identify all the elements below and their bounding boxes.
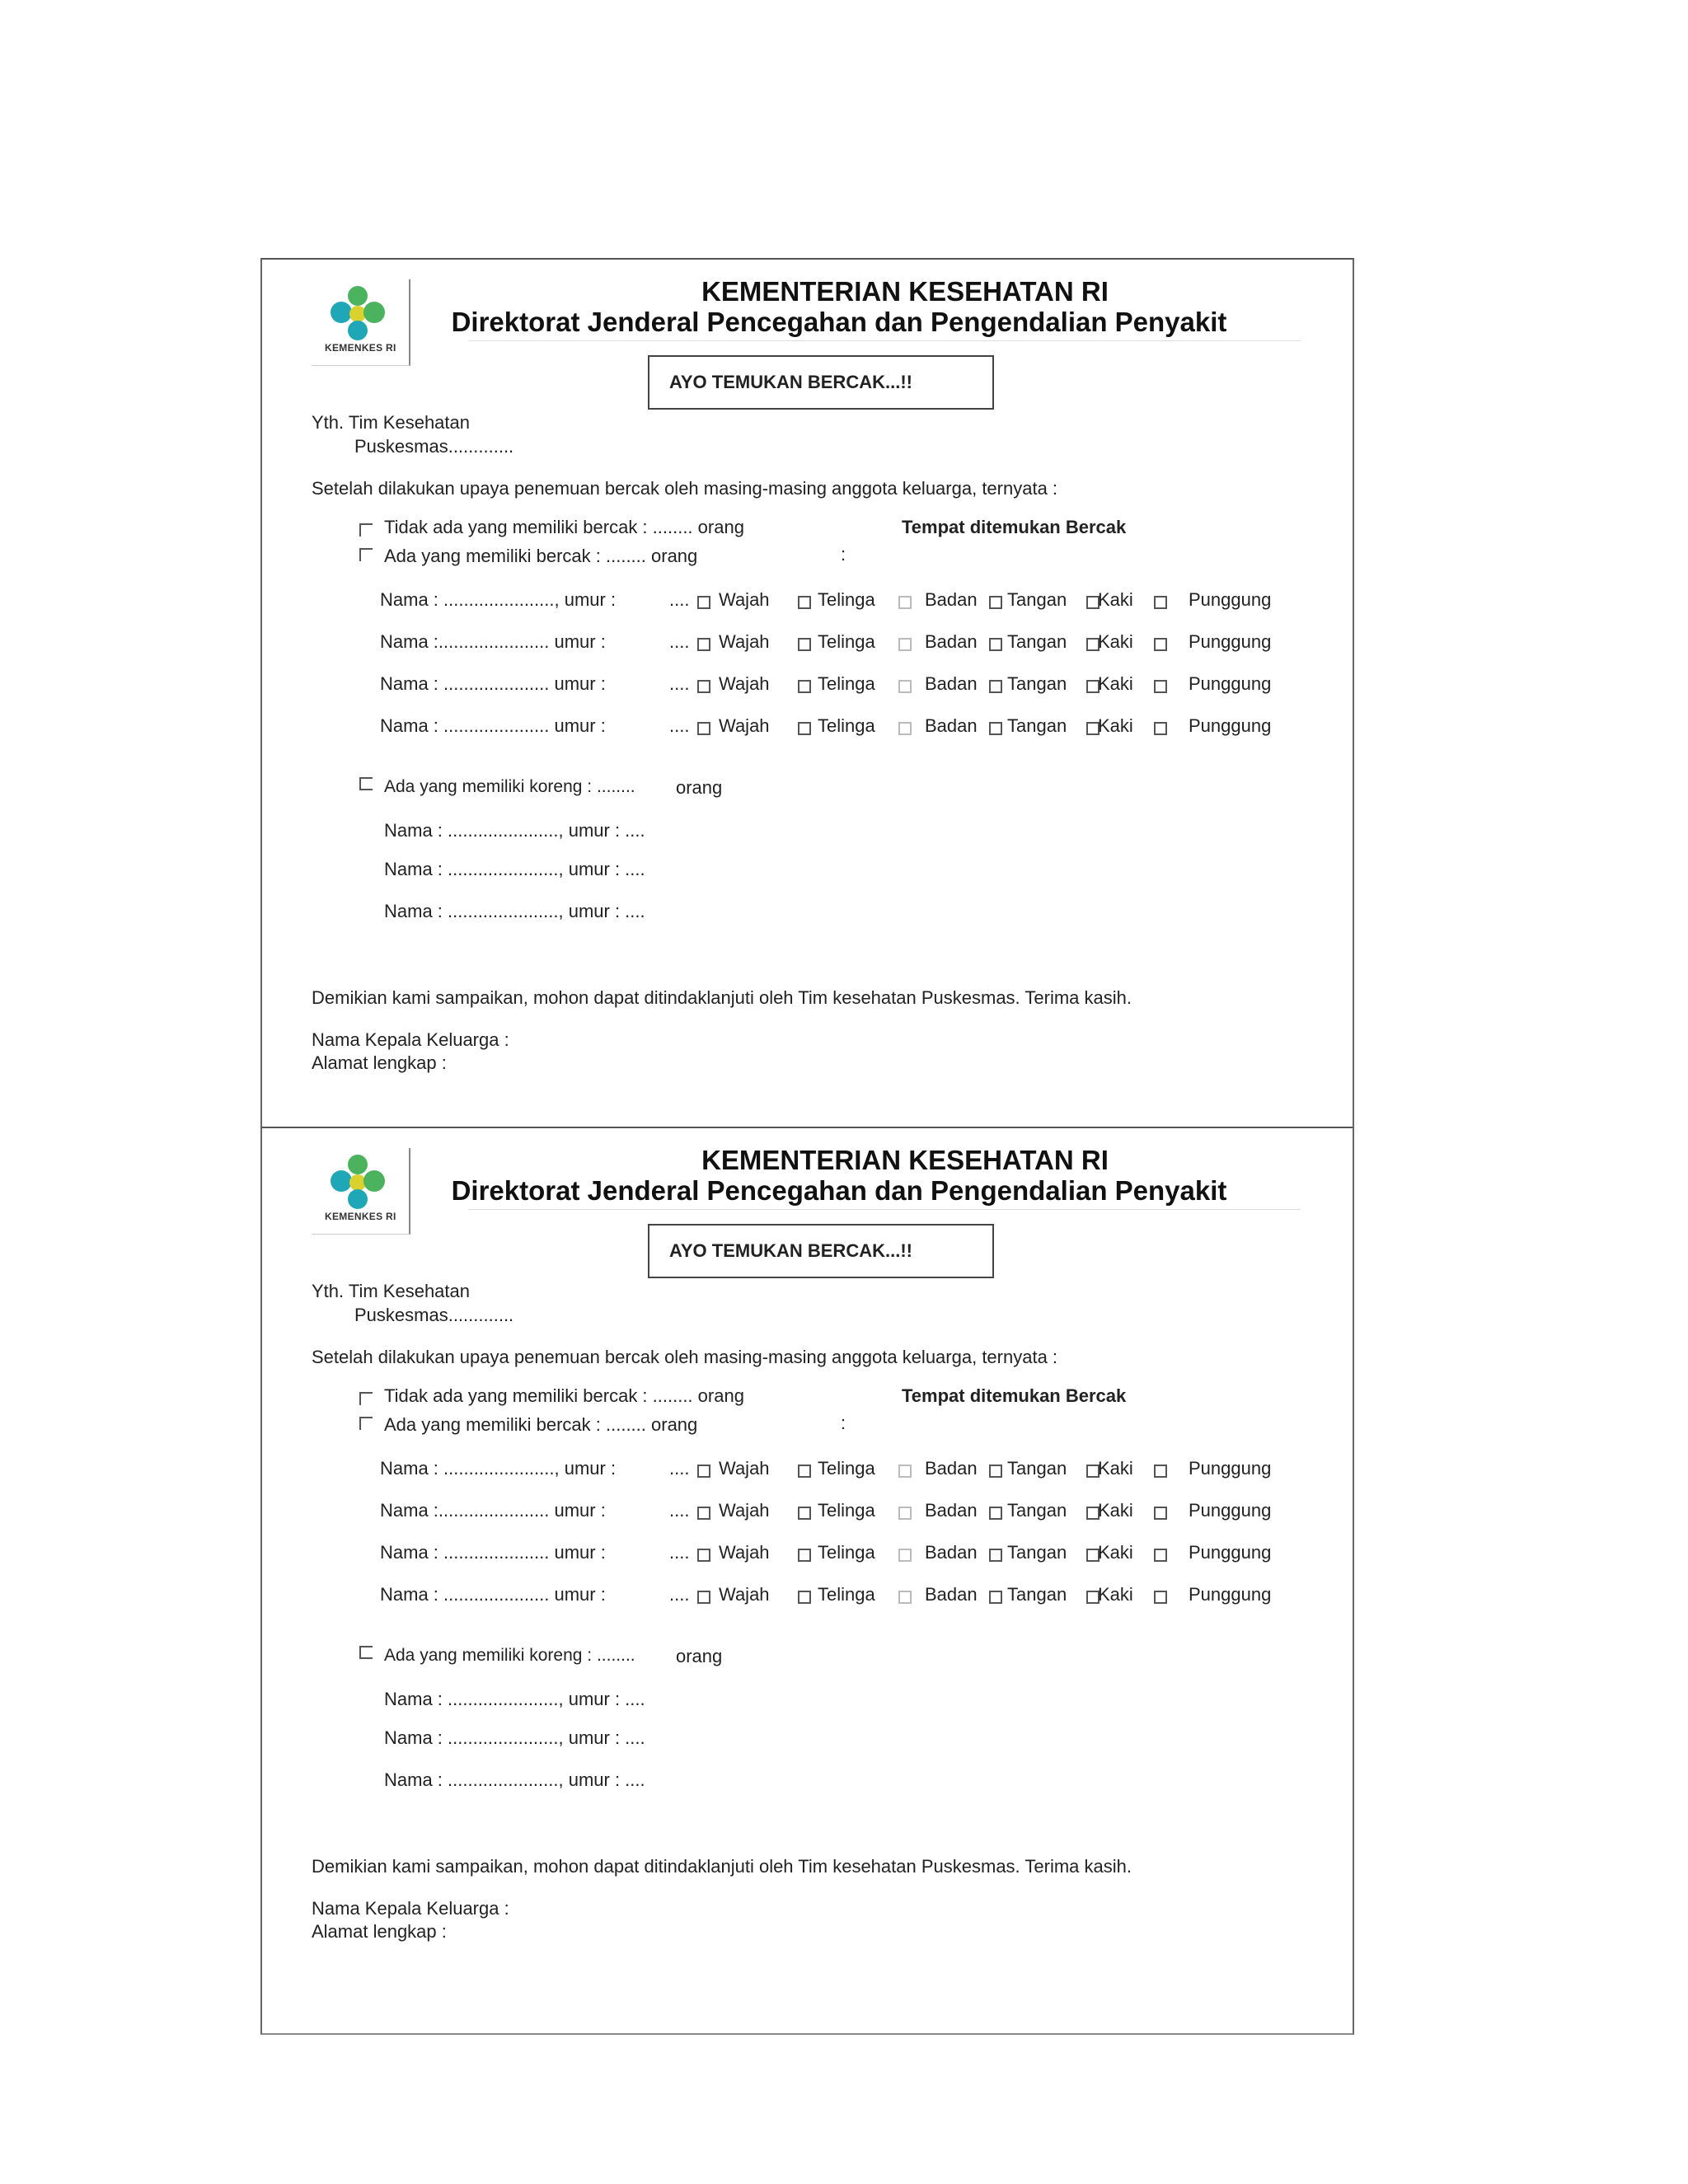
location-label: Wajah: [719, 715, 770, 736]
location-label: Tangan: [1007, 589, 1067, 610]
logo-text: KEMENKES RI: [325, 1211, 396, 1222]
ministry-title: KEMENTERIAN KESEHATAN RI: [701, 1145, 1109, 1175]
colon-mark: :: [841, 1413, 846, 1433]
koreng-unit: orang: [676, 1646, 723, 1666]
location-label: Punggung: [1189, 673, 1272, 694]
kepala-keluarga-field: Nama Kepala Keluarga :: [312, 1029, 509, 1050]
location-label: Wajah: [719, 589, 770, 610]
closing-text: Demikian kami sampaikan, mohon dapat ditindaklanjuti oleh Tim kesehatan Puskesmas. Terima kasih.: [312, 1856, 1132, 1877]
campaign-headline: AYO TEMUKAN BERCAK...!!: [648, 1224, 994, 1278]
bercak-row-name: Nama : ......................, umur :: [380, 589, 617, 610]
bercak-row-name: Nama : ..................... umur :: [380, 1542, 606, 1563]
form-sheet-1: [260, 258, 1354, 1128]
location-checkbox[interactable]: [989, 680, 1002, 693]
koreng-row: Nama : ......................, umur : ....: [384, 1689, 645, 1709]
location-checkbox[interactable]: [697, 1549, 710, 1562]
location-label: Punggung: [1189, 631, 1272, 652]
location-label: Tangan: [1007, 673, 1067, 694]
location-checkbox[interactable]: [798, 680, 811, 693]
alamat-field: Alamat lengkap :: [312, 1921, 447, 1942]
form-sheet-2: [260, 1127, 1354, 2035]
location-checkbox[interactable]: [1154, 638, 1167, 651]
location-checkbox[interactable]: [898, 722, 912, 735]
location-label: Wajah: [719, 1500, 770, 1521]
location-checkbox[interactable]: [697, 1591, 710, 1604]
location-label: Telinga: [818, 1458, 875, 1479]
location-checkbox[interactable]: [989, 596, 1002, 609]
bercak-row-age-dots: ....: [669, 1458, 690, 1479]
location-checkbox[interactable]: [989, 1591, 1002, 1604]
bercak-row-age-dots: ....: [669, 1542, 690, 1563]
bercak-row-age-dots: ....: [669, 589, 690, 610]
bercak-row-name: Nama : ..................... umur :: [380, 1584, 606, 1605]
location-label: Telinga: [818, 1584, 875, 1605]
location-checkbox[interactable]: [798, 1465, 811, 1478]
location-checkbox[interactable]: [798, 1549, 811, 1562]
location-label: Badan: [925, 1584, 978, 1605]
closing-text: Demikian kami sampaikan, mohon dapat ditindaklanjuti oleh Tim kesehatan Puskesmas. Terima kasih.: [312, 987, 1132, 1008]
logo-text: KEMENKES RI: [325, 342, 396, 354]
location-label: Badan: [925, 589, 978, 610]
location-checkbox[interactable]: [697, 596, 710, 609]
bercak-label: Ada yang memiliki bercak : ........ orang: [384, 1414, 698, 1435]
location-checkbox[interactable]: [1154, 1549, 1167, 1562]
location-checkbox[interactable]: [1154, 1591, 1167, 1604]
location-label: Wajah: [719, 1584, 770, 1605]
location-checkbox[interactable]: [989, 1507, 1002, 1520]
location-checkbox[interactable]: [898, 1591, 912, 1604]
alamat-field: Alamat lengkap :: [312, 1052, 447, 1073]
location-checkbox[interactable]: [697, 1507, 710, 1520]
location-checkbox[interactable]: [798, 1591, 811, 1604]
location-label: Wajah: [719, 631, 770, 652]
bercak-row-name: Nama : ..................... umur :: [380, 673, 606, 694]
location-checkbox[interactable]: [798, 722, 811, 735]
directorate-subtitle: Direktorat Jenderal Pencegahan dan Pengendalian Penyakit: [451, 1175, 1227, 1206]
location-checkbox[interactable]: [898, 1507, 912, 1520]
location-label: Badan: [925, 631, 978, 652]
koreng-row: Nama : ......................, umur : ....: [384, 901, 645, 921]
location-label: Tangan: [1007, 715, 1067, 736]
location-label: Wajah: [719, 673, 770, 694]
koreng-checkbox[interactable]: [359, 777, 373, 790]
location-label: Badan: [925, 1500, 978, 1521]
location-label: Telinga: [818, 631, 875, 652]
koreng-row: Nama : ......................, umur : ....: [384, 1727, 645, 1748]
location-checkbox[interactable]: [1154, 1465, 1167, 1478]
location-checkbox[interactable]: [1154, 1507, 1167, 1520]
colon-mark: :: [841, 544, 846, 565]
location-label: Punggung: [1189, 1542, 1272, 1563]
location-label: Tangan: [1007, 1584, 1067, 1605]
header-divider: [468, 1209, 1301, 1210]
bercak-row-age-dots: ....: [669, 1500, 690, 1521]
location-checkbox[interactable]: [1154, 680, 1167, 693]
header-divider: [468, 340, 1301, 341]
location-checkbox[interactable]: [989, 1549, 1002, 1562]
kepala-keluarga-field: Nama Kepala Keluarga :: [312, 1898, 509, 1919]
addressee-line: Yth. Tim Kesehatan: [312, 1281, 470, 1301]
location-checkbox[interactable]: [697, 1465, 710, 1478]
location-label: Kaki: [1098, 1542, 1133, 1563]
location-checkbox[interactable]: [898, 596, 912, 609]
location-label: Kaki: [1098, 589, 1133, 610]
location-checkbox[interactable]: [898, 1549, 912, 1562]
location-checkbox[interactable]: [898, 680, 912, 693]
puskesmas-line: Puskesmas.............: [354, 436, 514, 457]
ministry-title: KEMENTERIAN KESEHATAN RI: [701, 276, 1109, 307]
location-label: Badan: [925, 715, 978, 736]
bercak-checkbox[interactable]: [359, 548, 373, 561]
location-label: Tangan: [1007, 1542, 1067, 1563]
koreng-row: Nama : ......................, umur : ....: [384, 859, 645, 879]
location-checkbox[interactable]: [1154, 722, 1167, 735]
location-checkbox[interactable]: [697, 638, 710, 651]
location-label: Tangan: [1007, 1500, 1067, 1521]
no-bercak-checkbox[interactable]: [359, 1392, 373, 1405]
intro-text: Setelah dilakukan upaya penemuan bercak oleh masing-masing anggota keluarga, ternyata :: [312, 1347, 1058, 1367]
koreng-row: Nama : ......................, umur : ....: [384, 1769, 645, 1790]
location-label: Punggung: [1189, 589, 1272, 610]
koreng-checkbox[interactable]: [359, 1646, 373, 1659]
addressee-line: Yth. Tim Kesehatan: [312, 412, 470, 433]
location-checkbox[interactable]: [798, 1507, 811, 1520]
directorate-subtitle: Direktorat Jenderal Pencegahan dan Pengendalian Penyakit: [451, 307, 1227, 337]
bercak-row-name: Nama :...................... umur :: [380, 631, 606, 652]
bercak-row-age-dots: ....: [669, 631, 690, 652]
location-checkbox[interactable]: [898, 1465, 912, 1478]
koreng-row: Nama : ......................, umur : ....: [384, 820, 645, 841]
location-label: Wajah: [719, 1458, 770, 1479]
location-checkbox[interactable]: [798, 596, 811, 609]
no-bercak-checkbox[interactable]: [359, 523, 373, 537]
location-label: Tangan: [1007, 1458, 1067, 1479]
koreng-unit: orang: [676, 777, 723, 798]
location-label: Punggung: [1189, 1584, 1272, 1605]
no-bercak-label: Tidak ada yang memiliki bercak : ........ orang: [384, 517, 744, 537]
location-checkbox[interactable]: [1154, 596, 1167, 609]
location-label: Kaki: [1098, 1500, 1133, 1521]
location-label: Badan: [925, 673, 978, 694]
location-checkbox[interactable]: [697, 722, 710, 735]
location-label: Kaki: [1098, 715, 1133, 736]
location-header: Tempat ditemukan Bercak: [902, 517, 1127, 537]
bercak-checkbox[interactable]: [359, 1417, 373, 1430]
bercak-row-age-dots: ....: [669, 673, 690, 694]
location-checkbox[interactable]: [989, 1465, 1002, 1478]
location-label: Kaki: [1098, 673, 1133, 694]
location-checkbox[interactable]: [989, 722, 1002, 735]
location-label: Punggung: [1189, 1500, 1272, 1521]
location-label: Badan: [925, 1458, 978, 1479]
location-checkbox[interactable]: [898, 638, 912, 651]
location-label: Kaki: [1098, 1584, 1133, 1605]
location-label: Kaki: [1098, 631, 1133, 652]
location-label: Kaki: [1098, 1458, 1133, 1479]
location-label: Telinga: [818, 715, 875, 736]
bercak-row-age-dots: ....: [669, 1584, 690, 1605]
location-label: Telinga: [818, 1500, 875, 1521]
location-label: Wajah: [719, 1542, 770, 1563]
koreng-label: Ada yang memiliki koreng : ........: [384, 777, 635, 796]
bercak-row-name: Nama : ......................, umur :: [380, 1458, 617, 1479]
intro-text: Setelah dilakukan upaya penemuan bercak oleh masing-masing anggota keluarga, ternyata :: [312, 478, 1058, 499]
bercak-row-name: Nama : ..................... umur :: [380, 715, 606, 736]
location-label: Badan: [925, 1542, 978, 1563]
bercak-row-age-dots: ....: [669, 715, 690, 736]
location-checkbox[interactable]: [798, 638, 811, 651]
location-checkbox[interactable]: [989, 638, 1002, 651]
location-label: Telinga: [818, 673, 875, 694]
no-bercak-label: Tidak ada yang memiliki bercak : ........ orang: [384, 1385, 744, 1406]
puskesmas-line: Puskesmas.............: [354, 1305, 514, 1325]
location-label: Telinga: [818, 589, 875, 610]
location-header: Tempat ditemukan Bercak: [902, 1385, 1127, 1406]
bercak-row-name: Nama :...................... umur :: [380, 1500, 606, 1521]
location-label: Telinga: [818, 1542, 875, 1563]
location-label: Punggung: [1189, 715, 1272, 736]
location-label: Punggung: [1189, 1458, 1272, 1479]
campaign-headline: AYO TEMUKAN BERCAK...!!: [648, 355, 994, 410]
koreng-label: Ada yang memiliki koreng : ........: [384, 1646, 635, 1665]
location-label: Tangan: [1007, 631, 1067, 652]
bercak-label: Ada yang memiliki bercak : ........ orang: [384, 546, 698, 566]
location-checkbox[interactable]: [697, 680, 710, 693]
